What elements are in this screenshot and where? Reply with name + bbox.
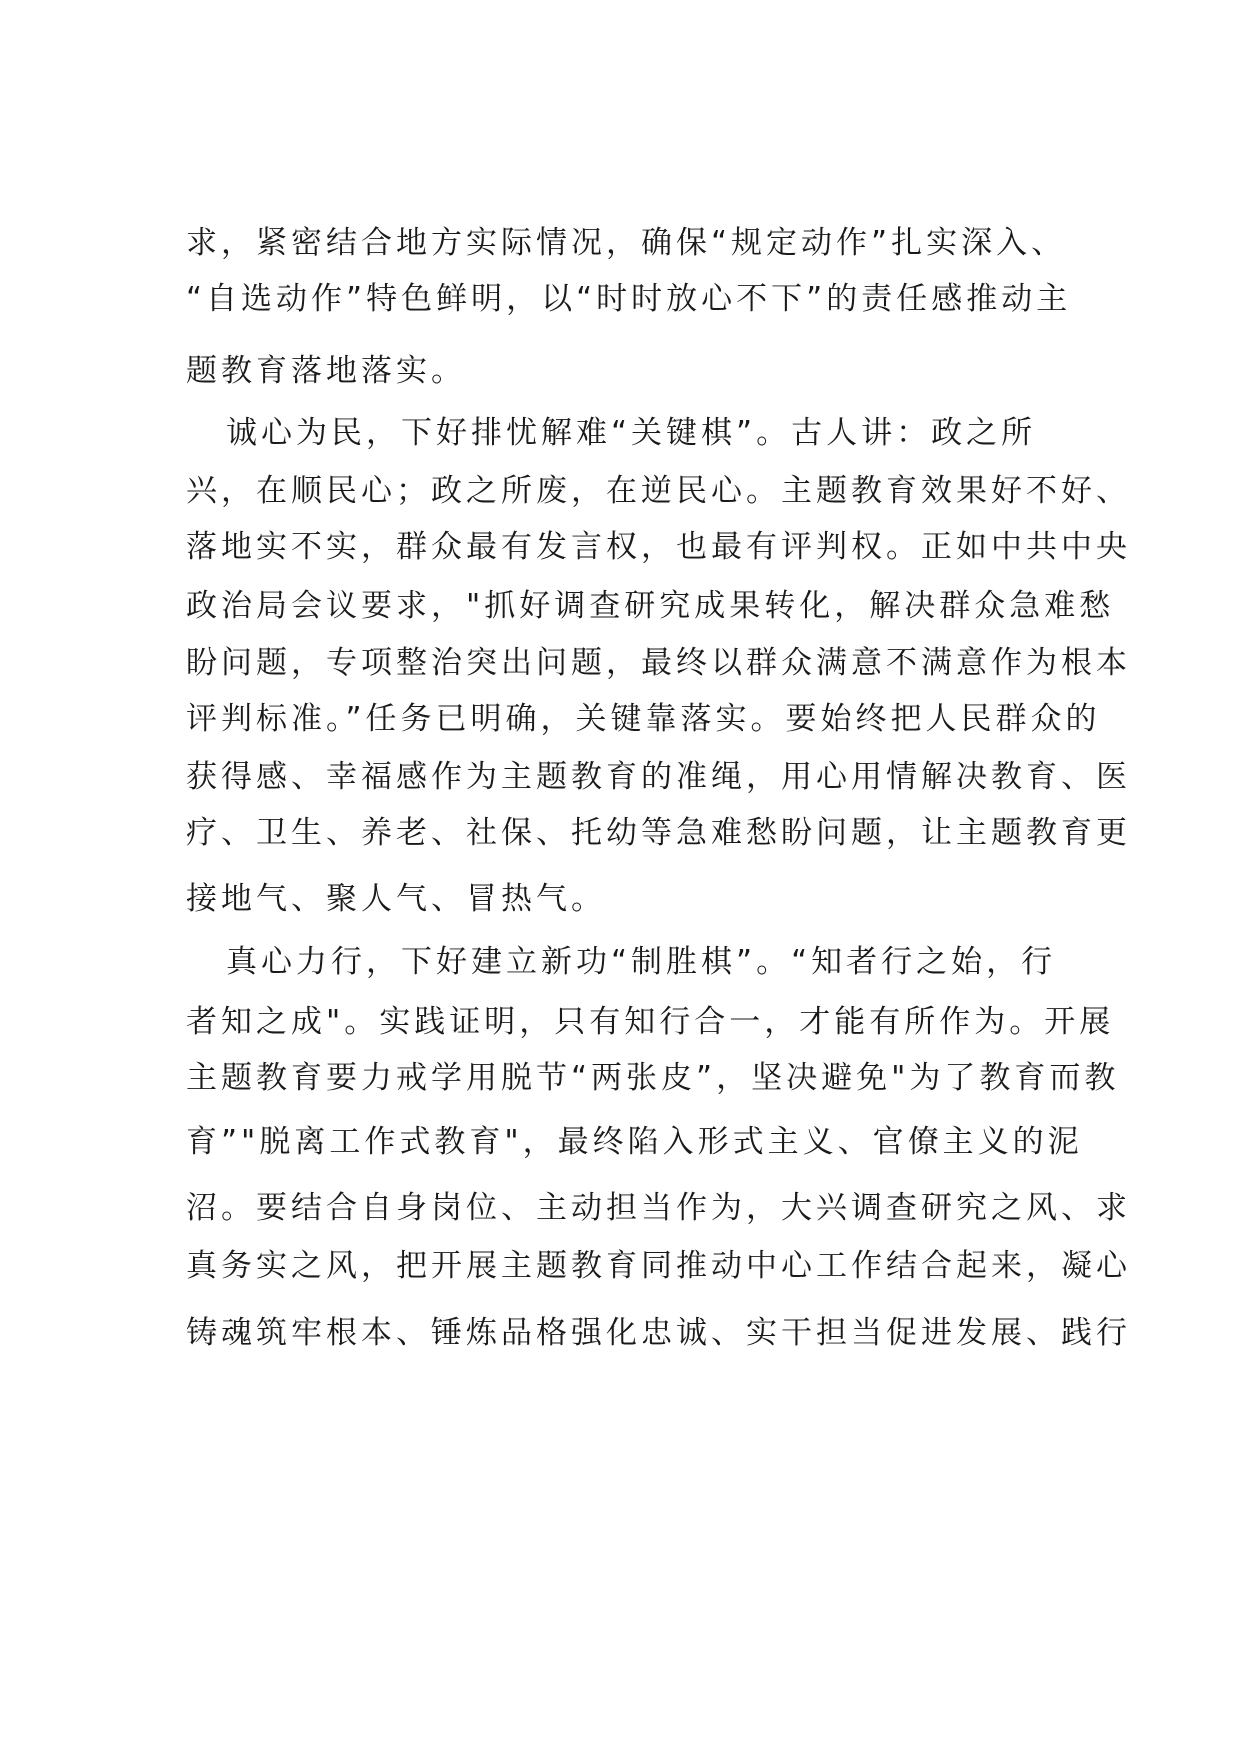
text-line: 题教育落地落实。 [186, 353, 466, 389]
text-line: 真务实之风，把开展主题教育同推动中心工作结合起来，凝心 [186, 1248, 1131, 1284]
text-line: 落地实不实，群众最有发言权，也最有评判权。正如中共中央 [186, 529, 1131, 565]
text-line: 沼。要结合自身岗位、主动担当作为，大兴调查研究之风、求 [186, 1190, 1131, 1226]
text-line: 求，紧密结合地方实际情况，确保“规定动作”扎实深入、 [186, 225, 1067, 261]
text-line: “自选动作”特色鲜明，以“时时放心不下”的责任感推动主 [186, 281, 1072, 317]
text-line: 铸魂筑牢根本、锤炼品格强化忠诚、实干担当促进发展、践行 [186, 1315, 1131, 1351]
paragraph-heading-sincere-for-people: 诚心为民，下好排忧解难“关键棋”。古人讲：政之所 [226, 415, 1037, 451]
text-line: 政治局会议要求，"抓好调查研究成果转化，解决群众急难愁 [186, 588, 1115, 624]
text-line: 获得感、幸福感作为主题教育的准绳，用心用情解决教育、医 [186, 759, 1131, 795]
text-line: 主题教育要力戒学用脱节“两张皮”，坚决避免"为了教育而教 [186, 1060, 1120, 1096]
text-line: 评判标准。”任务已明确，关键靠落实。要始终把人民群众的 [186, 701, 1101, 737]
text-line: 疗、卫生、养老、社保、托幼等急难愁盼问题，让主题教育更 [186, 815, 1131, 851]
text-line: 育”"脱离工作式教育"，最终陷入形式主义、官僚主义的泥 [186, 1124, 1083, 1160]
text-line: 盼问题，专项整治突出问题，最终以群众满意不满意作为根本 [186, 645, 1131, 681]
paragraph-heading-true-action: 真心力行，下好建立新功“制胜棋”。“知者行之始，行 [226, 944, 1057, 980]
text-line: 接地气、聚人气、冒热气。 [186, 881, 606, 917]
text-line: 者知之成"。实践证明，只有知行合一，才能有所作为。开展 [186, 1004, 1115, 1040]
text-line: 兴，在顺民心；政之所废，在逆民心。主题教育效果好不好、 [186, 473, 1131, 509]
